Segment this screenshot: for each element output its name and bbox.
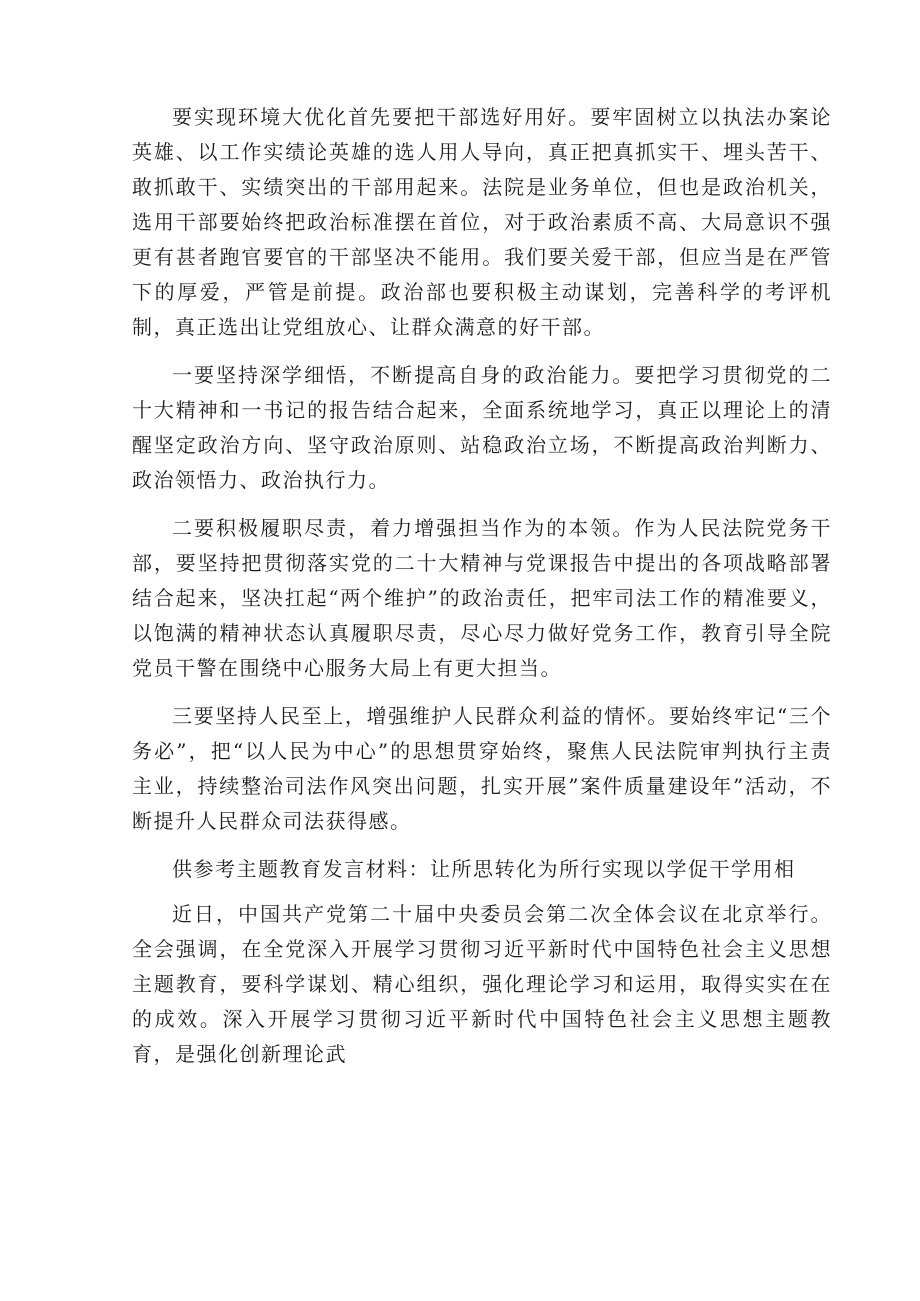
section-heading: 供参考主题教育发言材料：让所思转化为所行实现以学促干学用相 xyxy=(172,857,796,881)
paragraph-point-one: 一要坚持深学细悟，不断提高自身的政治能力。要把学习贯彻党的二十大精神和一书记的报告结合起来，全面系统地学习，真正以理论上的清醒坚定政治方向、坚守政治原则、站稳政治立场，不断提高政治判断力、政治领悟力、政治执行力。 xyxy=(132,363,832,492)
document-body xyxy=(132,100,832,1085)
paragraph-cadre-selection: 要实现环境大优化首先要把干部选好用好。要牢固树立以执法办案论英雄、以工作实绩论英雄的选人用人导向，真正把真抓实干、埋头苦干、敢抓敢干、实绩突出的干部用起来。法院是业务单位，但也是政治机关，选用干部要始终把政治标准摆在首位，对于政治素质不高、大局意识不强更有甚者跑官要官的干部坚决不能用。我们要关爱干部，但应当是在严管下的厚爱，严管是前提。政治部也要积极主动谋划，完善科学的考评机制，真正选出让党组放心、让群众满意的好干部。 xyxy=(132,105,832,339)
paragraph-point-two: 二要积极履职尽责，着力增强担当作为的本领。作为人民法院党务干部，要坚持把贯彻落实党的二十大精神与党课报告中提出的各项战略部署结合起来，坚决扛起“两个维护”的政治责任，把牢司法工作的精准要义，以饱满的精神状态认真履职尽责，尽心尽力做好党务工作，教育引导全院党员干警在围绕中心服务大局上有更大担当。 xyxy=(132,516,832,680)
paragraph-plenary-session: 近日，中国共产党第二十届中央委员会第二次全体会议在北京举行。全会强调，在全党深入开展学习贯彻习近平新时代中国特色社会主义思想主题教育，要科学谋划、精心组织，强化理论学习和运用，取得实实在在的成效。深入开展学习贯彻习近平新时代中国特色社会主义思想主题教育，是强化创新理论武 xyxy=(132,902,832,1066)
paragraph-point-three: 三要坚持人民至上，增强维护人民群众利益的情怀。要始终牢记“三个务必”，把“以人民为中心”的思想贯穿始终，聚焦人民法院审判执行主责主业，持续整治司法作风突出问题，扎实开展”案件质量建设年”活动，不断提升人民群众司法获得感。 xyxy=(132,704,832,833)
